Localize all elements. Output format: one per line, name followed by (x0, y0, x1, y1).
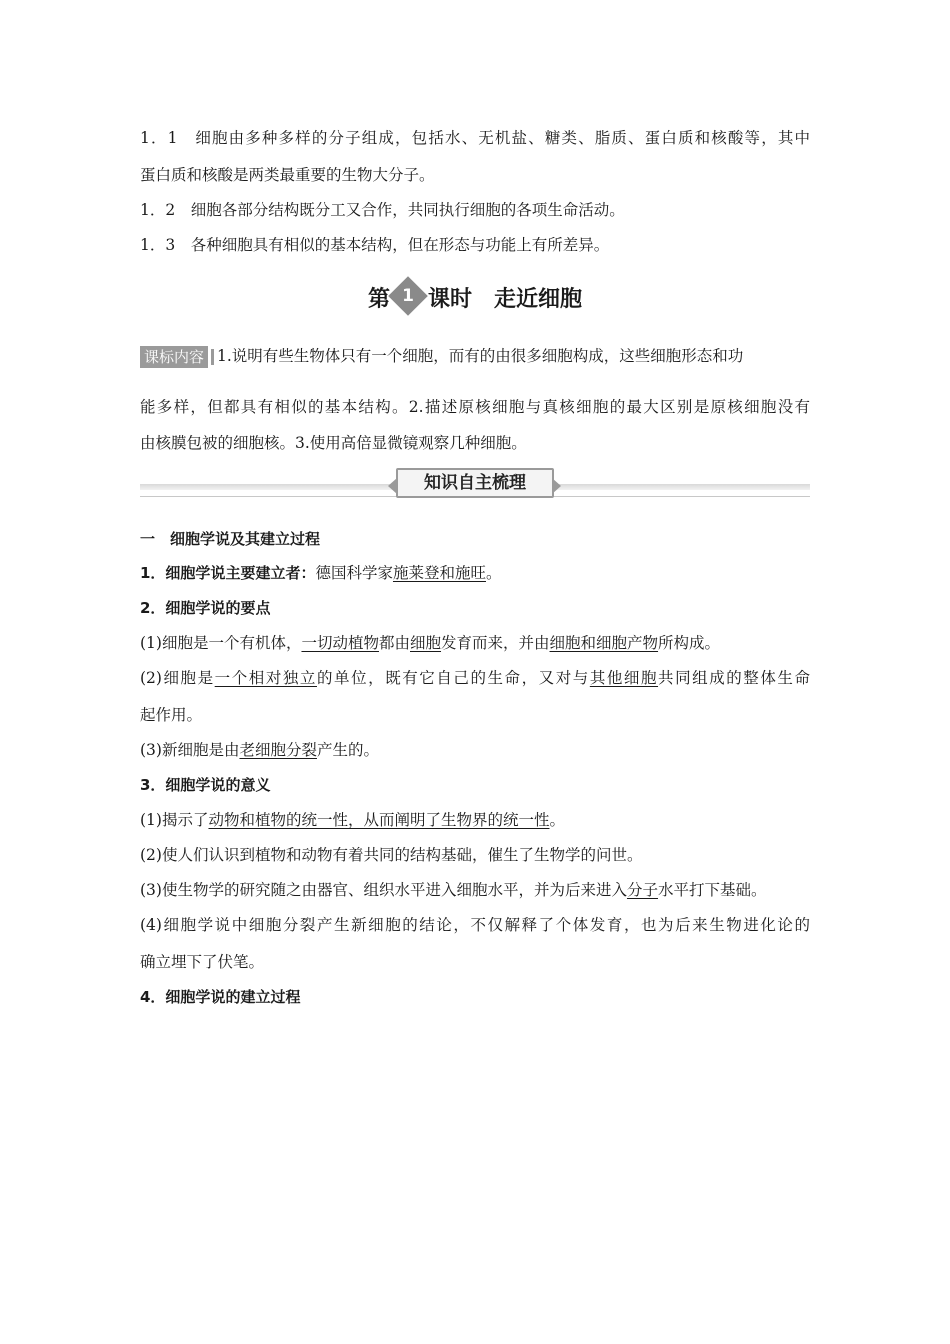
point-2-heading: 2．细胞学说的要点 (140, 599, 271, 617)
point-2-1: (1)细胞是一个有机体，一切动植物都由细胞发育而来，并由细胞和细胞产物所构成。 (140, 634, 721, 652)
curriculum-line-3: 由核膜包被的细胞核。3.使用高倍显微镜观察几种细胞。 (140, 434, 527, 452)
section-heading: 一 细胞学说及其建立过程 (140, 530, 321, 548)
fill-blank: 一个相对独立 (214, 669, 317, 687)
point-2-3: (3)新细胞是由老细胞分裂产生的。 (140, 741, 379, 759)
point-1: 1．细胞学说主要建立者：德国科学家施莱登和施旺。 (140, 564, 502, 582)
standard-1-2: 1．2 细胞各部分结构既分工又合作，共同执行细胞的各项生命活动。 (140, 201, 625, 219)
fill-blank: 动物和植物的统一性，从而阐明了生物界的统一性 (208, 811, 550, 829)
fill-blank: 施莱登和施旺 (392, 564, 486, 582)
fill-blank: 分子 (626, 881, 658, 899)
lesson-title: 第 1 课时 走近细胞 (140, 282, 810, 316)
curriculum-line-2: 能多样，但都具有相似的基本结构。2.描述原核细胞与真核细胞的最大区别是原核细胞没有 (140, 398, 810, 416)
standard-1-3: 1．3 各种细胞具有相似的基本结构，但在形态与功能上有所差异。 (140, 236, 610, 254)
point-3-2: (2)使人们认识到植物和动物有着共同的结构基础，催生了生物学的问世。 (140, 846, 643, 864)
point-3-3: (3)使生物学的研究随之由器官、组织水平进入细胞水平，并为后来进入分子水平打下基础。 (140, 881, 767, 899)
point-3-4-cont: 确立埋下了伏笔。 (140, 953, 265, 971)
point-3-heading: 3．细胞学说的意义 (140, 776, 271, 794)
point-3-1: (1)揭示了动物和植物的统一性，从而阐明了生物界的统一性。 (140, 811, 565, 829)
banner-title: 知识自主梳理 (396, 468, 554, 498)
curriculum-label: 课标内容 (140, 346, 208, 368)
lesson-number-badge: 1 (388, 276, 428, 316)
point-3-4: (4)细胞学说中细胞分裂产生新细胞的结论，不仅解释了个体发育，也为后来生物进化论的 (140, 916, 810, 934)
fill-blank: 老细胞分裂 (239, 741, 317, 759)
point-2-2: (2)细胞是一个相对独立的单位，既有它自己的生命，又对与其他细胞共同组成的整体生命 (140, 669, 810, 687)
fill-blank: 细胞 (410, 634, 442, 652)
curriculum-label-bar (211, 349, 214, 365)
section-banner (140, 468, 810, 502)
fill-blank: 细胞和细胞产物 (549, 634, 659, 652)
fill-blank: 其他细胞 (589, 669, 659, 687)
standard-1-1-cont: 蛋白质和核酸是两类最重要的生物大分子。 (140, 166, 435, 184)
fill-blank: 一切动植物 (301, 634, 379, 652)
standard-1-1: 1．1 细胞由多种多样的分子组成，包括水、无机盐、糖类、脂质、蛋白质和核酸等，其中 (140, 129, 810, 147)
point-2-2-cont: 起作用。 (140, 706, 203, 724)
curriculum-line-1: 课标内容 1.说明有些生物体只有一个细胞，而有的由很多细胞构成，这些细胞形态和功 (140, 346, 810, 368)
point-4-heading: 4．细胞学说的建立过程 (140, 988, 301, 1006)
